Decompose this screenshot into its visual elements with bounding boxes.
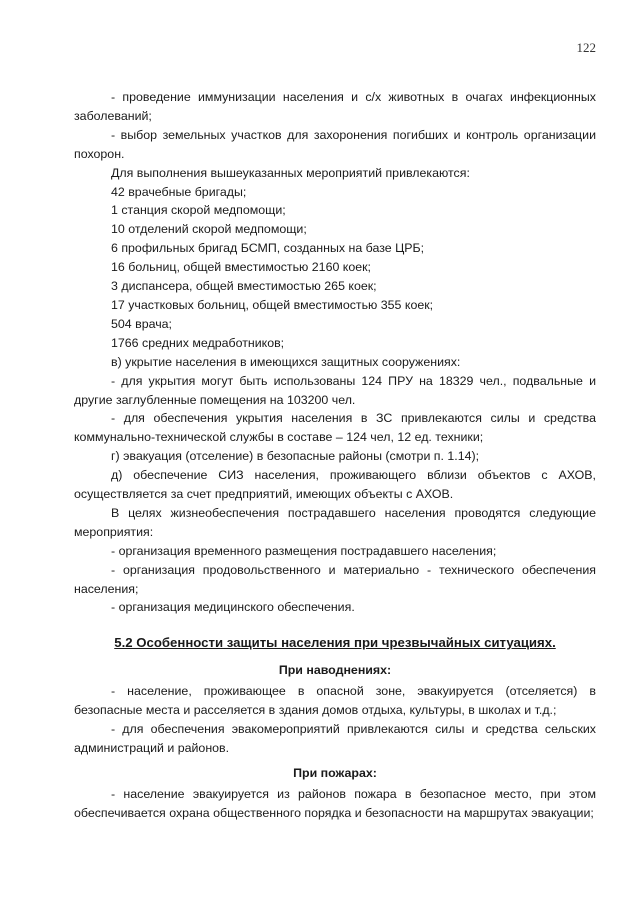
fires-heading: При пожарах:	[293, 765, 377, 780]
list-item: 16 больниц, общей вместимостью 2160 коек;	[111, 260, 371, 275]
paragraph-evacuation: г) эвакуация (отселение) в безопасные районы (смотри п. 1.14);	[111, 449, 480, 464]
paragraph-burial: - выбор земельных участков для захоронения погибших и контроль организации похорон.	[74, 127, 596, 161]
paragraph-floods-evacuation: - население, проживающее в опасной зоне, эвакуируется (отселяется) в безопасные места и расселяется в здания домов отдыха, культуры, в школах и т.д.;	[74, 684, 596, 718]
floods-heading: При наводнениях:	[278, 663, 392, 678]
list-item: 10 отделений скорой медпомощи;	[111, 222, 307, 237]
list-item: - организация временного размещения пострадавшего населения;	[111, 543, 497, 558]
section-title: 5.2 Особенности защиты населения при чрезвычайных ситуациях.	[114, 635, 556, 651]
list-item: 504 врача;	[111, 316, 172, 331]
list-item: - организация продовольственного и материально - технического обеспечения населения;	[74, 562, 596, 596]
list-item: 3 диспансера, общей вместимостью 265 коек;	[111, 279, 377, 294]
paragraph-shelter-capacity: - для укрытия могут быть использованы 124 ПРУ на 18329 чел., подвальные и другие заглубленные помещения на 103200 чел.	[74, 373, 596, 407]
paragraph-life-support: В целях жизнеобеспечения пострадавшего населения проводятся следующие мероприятия:	[74, 505, 596, 539]
paragraph-resources-intro: Для выполнения вышеуказанных мероприятий привлекаются:	[111, 165, 470, 180]
paragraph-immunization: - проведение иммунизации населения и с/х животных в очагах инфекционных заболеваний;	[74, 90, 596, 123]
paragraph-ppe: д) обеспечение СИЗ населения, проживающего вблизи объектов с АХОВ, осуществляется за счет предприятий, имеющих объекты с АХОВ.	[74, 468, 596, 502]
page-content	[74, 88, 596, 823]
list-item: 1766 средних медработников;	[111, 335, 285, 350]
paragraph-shelter: в) укрытие населения в имеющихся защитных сооружениях:	[111, 354, 461, 369]
list-item: - организация медицинского обеспечения.	[111, 600, 355, 615]
page-number: 122	[576, 40, 596, 55]
list-item: 42 врачебные бригады;	[111, 184, 247, 199]
paragraph-fires-evacuation: - население эвакуируется из районов пожара в безопасное место, при этом обеспечивается охрана общественного порядка и безопасности на маршрутах эвакуации;	[74, 786, 596, 820]
list-item: 17 участковых больниц, общей вместимостью 355 коек;	[111, 297, 434, 312]
list-item: 6 профильных бригад БСМП, созданных на базе ЦРБ;	[111, 241, 425, 256]
paragraph-shelter-forces: - для обеспечения укрытия населения в ЗС привлекаются силы и средства коммунально-технической службы в составе – 124 чел, 12 ед. техники;	[74, 411, 596, 445]
paragraph-floods-forces: - для обеспечения эвакомероприятий привлекаются силы и средства сельских администраций и районов.	[74, 722, 596, 755]
list-item: 1 станция скорой медпомощи;	[111, 203, 286, 218]
